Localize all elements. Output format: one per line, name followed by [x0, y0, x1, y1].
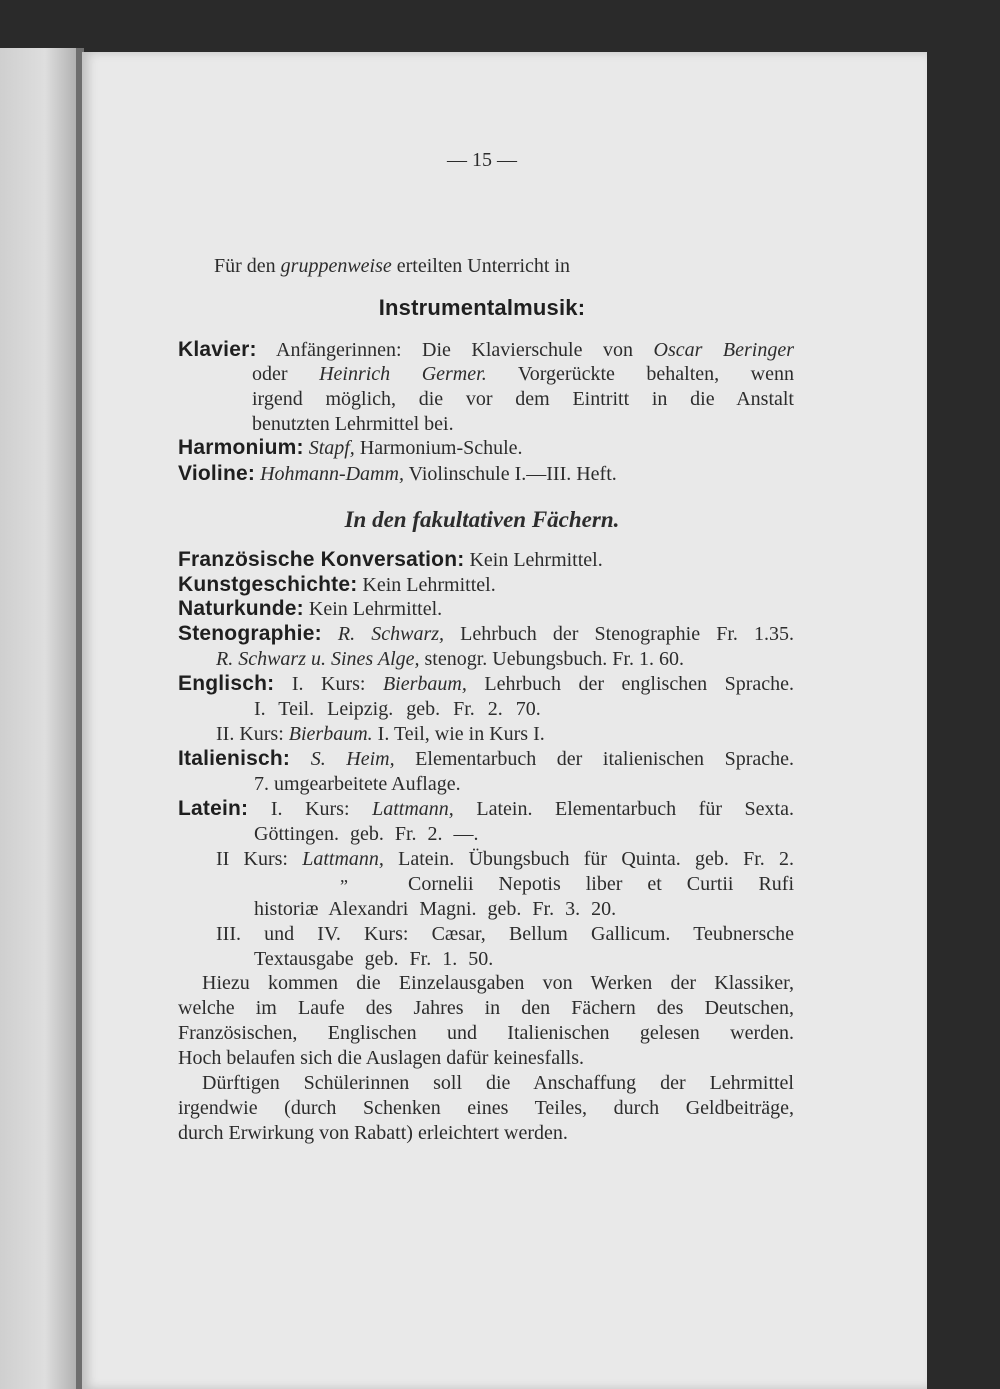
author-name: Hohmann-Damm,: [255, 463, 404, 485]
steno-text: Lehrbuch der Stenographie Fr. 1.35.: [444, 623, 795, 645]
author-name: R. Schwarz,: [321, 623, 445, 645]
klavier-text: Anfängerinnen: Die Klavierschule von: [256, 339, 654, 361]
para1-line-4: Hoch belaufen sich die Auslagen dafür keinesfalls.: [178, 1047, 584, 1069]
violine-line: [178, 462, 617, 486]
para1-line-3: Französischen, Englischen und Italienischen gelesen werden.: [178, 1022, 794, 1044]
klavier-label: Klavier:: [178, 338, 257, 361]
natur-line: [178, 597, 442, 621]
book-page: [82, 52, 927, 1389]
author-name: Lattmann,: [302, 848, 384, 870]
latein-line-4: Cornelii Nepotis liber et Curtii Rufi: [408, 873, 794, 895]
italienisch-line-2: 7. umgearbeitete Auflage.: [254, 773, 461, 795]
englisch-text: II. Kurs:: [216, 723, 289, 745]
harmonium-line: [178, 436, 523, 460]
italienisch-line-1: [178, 747, 794, 771]
latein-text: I. Kurs:: [248, 798, 373, 820]
latein-line-7: Textausgabe geb. Fr. 1. 50.: [254, 948, 494, 970]
intro-text: Für den: [214, 255, 281, 277]
englisch-text: Lehrbuch der englischen Sprache.: [466, 673, 794, 695]
heading-fakultative-faecher: In den fakultativen Fächern.: [344, 507, 620, 532]
natur-label: Naturkunde:: [178, 597, 304, 620]
author-name: R. Schwarz u. Sines Alge,: [216, 648, 420, 670]
franz-line: [178, 548, 603, 572]
englisch-line-3: [216, 722, 545, 746]
steno-line-1: [178, 622, 794, 646]
franz-label: Französische Konversation:: [178, 548, 465, 571]
italienisch-label: Italienisch:: [178, 747, 291, 770]
para2-line-2: irgendwie (durch Schenken eines Teiles, durch Geldbeiträge,: [178, 1097, 794, 1119]
para1-line-1: Hiezu kommen die Einzelausgaben von Werken der Klassiker,: [202, 972, 794, 994]
englisch-label: Englisch:: [178, 672, 275, 695]
para2-line-1: Dürftigen Schülerinnen soll die Anschaffung der Lehrmittel: [202, 1072, 794, 1094]
natur-text: Kein Lehrmittel.: [303, 598, 443, 620]
klavier-line-3: irgend möglich, die vor dem Eintritt in die Anstalt: [252, 388, 794, 410]
author-name: Heinrich Germer.: [319, 363, 487, 385]
violine-text: Violinschule I.—III. Heft.: [403, 463, 617, 485]
author-name: Bierbaum.: [288, 723, 373, 745]
intro-line: [214, 254, 570, 278]
page-number: — 15 —: [447, 149, 517, 171]
latein-line-2: Göttingen. geb. Fr. 2. —.: [254, 823, 479, 845]
steno-text: stenogr. Uebungsbuch. Fr. 1. 60.: [419, 648, 684, 670]
kunst-line: [178, 573, 496, 597]
englisch-text: I. Kurs:: [274, 673, 383, 695]
englisch-line-2: I. Teil. Leipzig. geb. Fr. 2. 70.: [254, 698, 541, 720]
para1-line-2: welche im Laufe des Jahres in den Fächern des Deutschen,: [178, 997, 794, 1019]
author-name: S. Heim,: [290, 748, 395, 770]
latein-line-6: III. und IV. Kurs: Cæsar, Bellum Gallicum. Teubnersche: [216, 923, 794, 945]
harmonium-label: Harmonium:: [178, 436, 304, 459]
italienisch-text: Elementarbuch der italienischen Sprache.: [394, 748, 794, 770]
latein-text: Latein. Elementarbuch für Sexta.: [453, 798, 794, 820]
para2-line-3: durch Erwirkung von Rabatt) erleichtert werden.: [178, 1122, 568, 1144]
klavier-text: Vorgerückte behalten, wenn: [486, 363, 795, 385]
harmonium-text: Harmonium-Schule.: [354, 437, 523, 459]
englisch-line-1: [178, 672, 794, 696]
steno-label: Stenographie:: [178, 622, 322, 645]
author-name: Oscar Beringer: [653, 339, 794, 361]
englisch-text: I. Teil, wie in Kurs I.: [372, 723, 545, 745]
author-name: Lattmann,: [372, 798, 454, 820]
klavier-line-4: benutzten Lehrmittel bei.: [252, 413, 454, 435]
klavier-text: oder: [252, 363, 320, 385]
latein-line-5: historiæ Alexandri Magni. geb. Fr. 3. 20.: [254, 898, 617, 920]
steno-line-2: [216, 647, 684, 671]
latein-line-1: [178, 797, 794, 821]
facing-page-edge: [0, 48, 82, 1389]
heading-instrumentalmusik: Instrumentalmusik:: [378, 295, 586, 320]
intro-emphasis: gruppenweise: [280, 255, 392, 277]
kunst-label: Kunstgeschichte:: [178, 573, 358, 596]
author-name: Stapf,: [303, 437, 355, 459]
latein-text: II Kurs:: [216, 848, 303, 870]
latein-label: Latein:: [178, 797, 249, 820]
ditto-mark: „: [340, 866, 348, 886]
author-name: Bierbaum,: [382, 673, 467, 695]
klavier-line-1: [178, 338, 794, 362]
kunst-text: Kein Lehrmittel.: [357, 574, 496, 596]
violine-label: Violine:: [178, 462, 256, 485]
latein-line-3: [216, 847, 794, 871]
latein-text: Latein. Übungsbuch für Quinta. geb. Fr. 2.: [383, 848, 794, 870]
klavier-line-2: [252, 362, 794, 386]
franz-text: Kein Lehrmittel.: [464, 549, 603, 571]
intro-text-end: erteilten Unterricht in: [391, 255, 571, 277]
